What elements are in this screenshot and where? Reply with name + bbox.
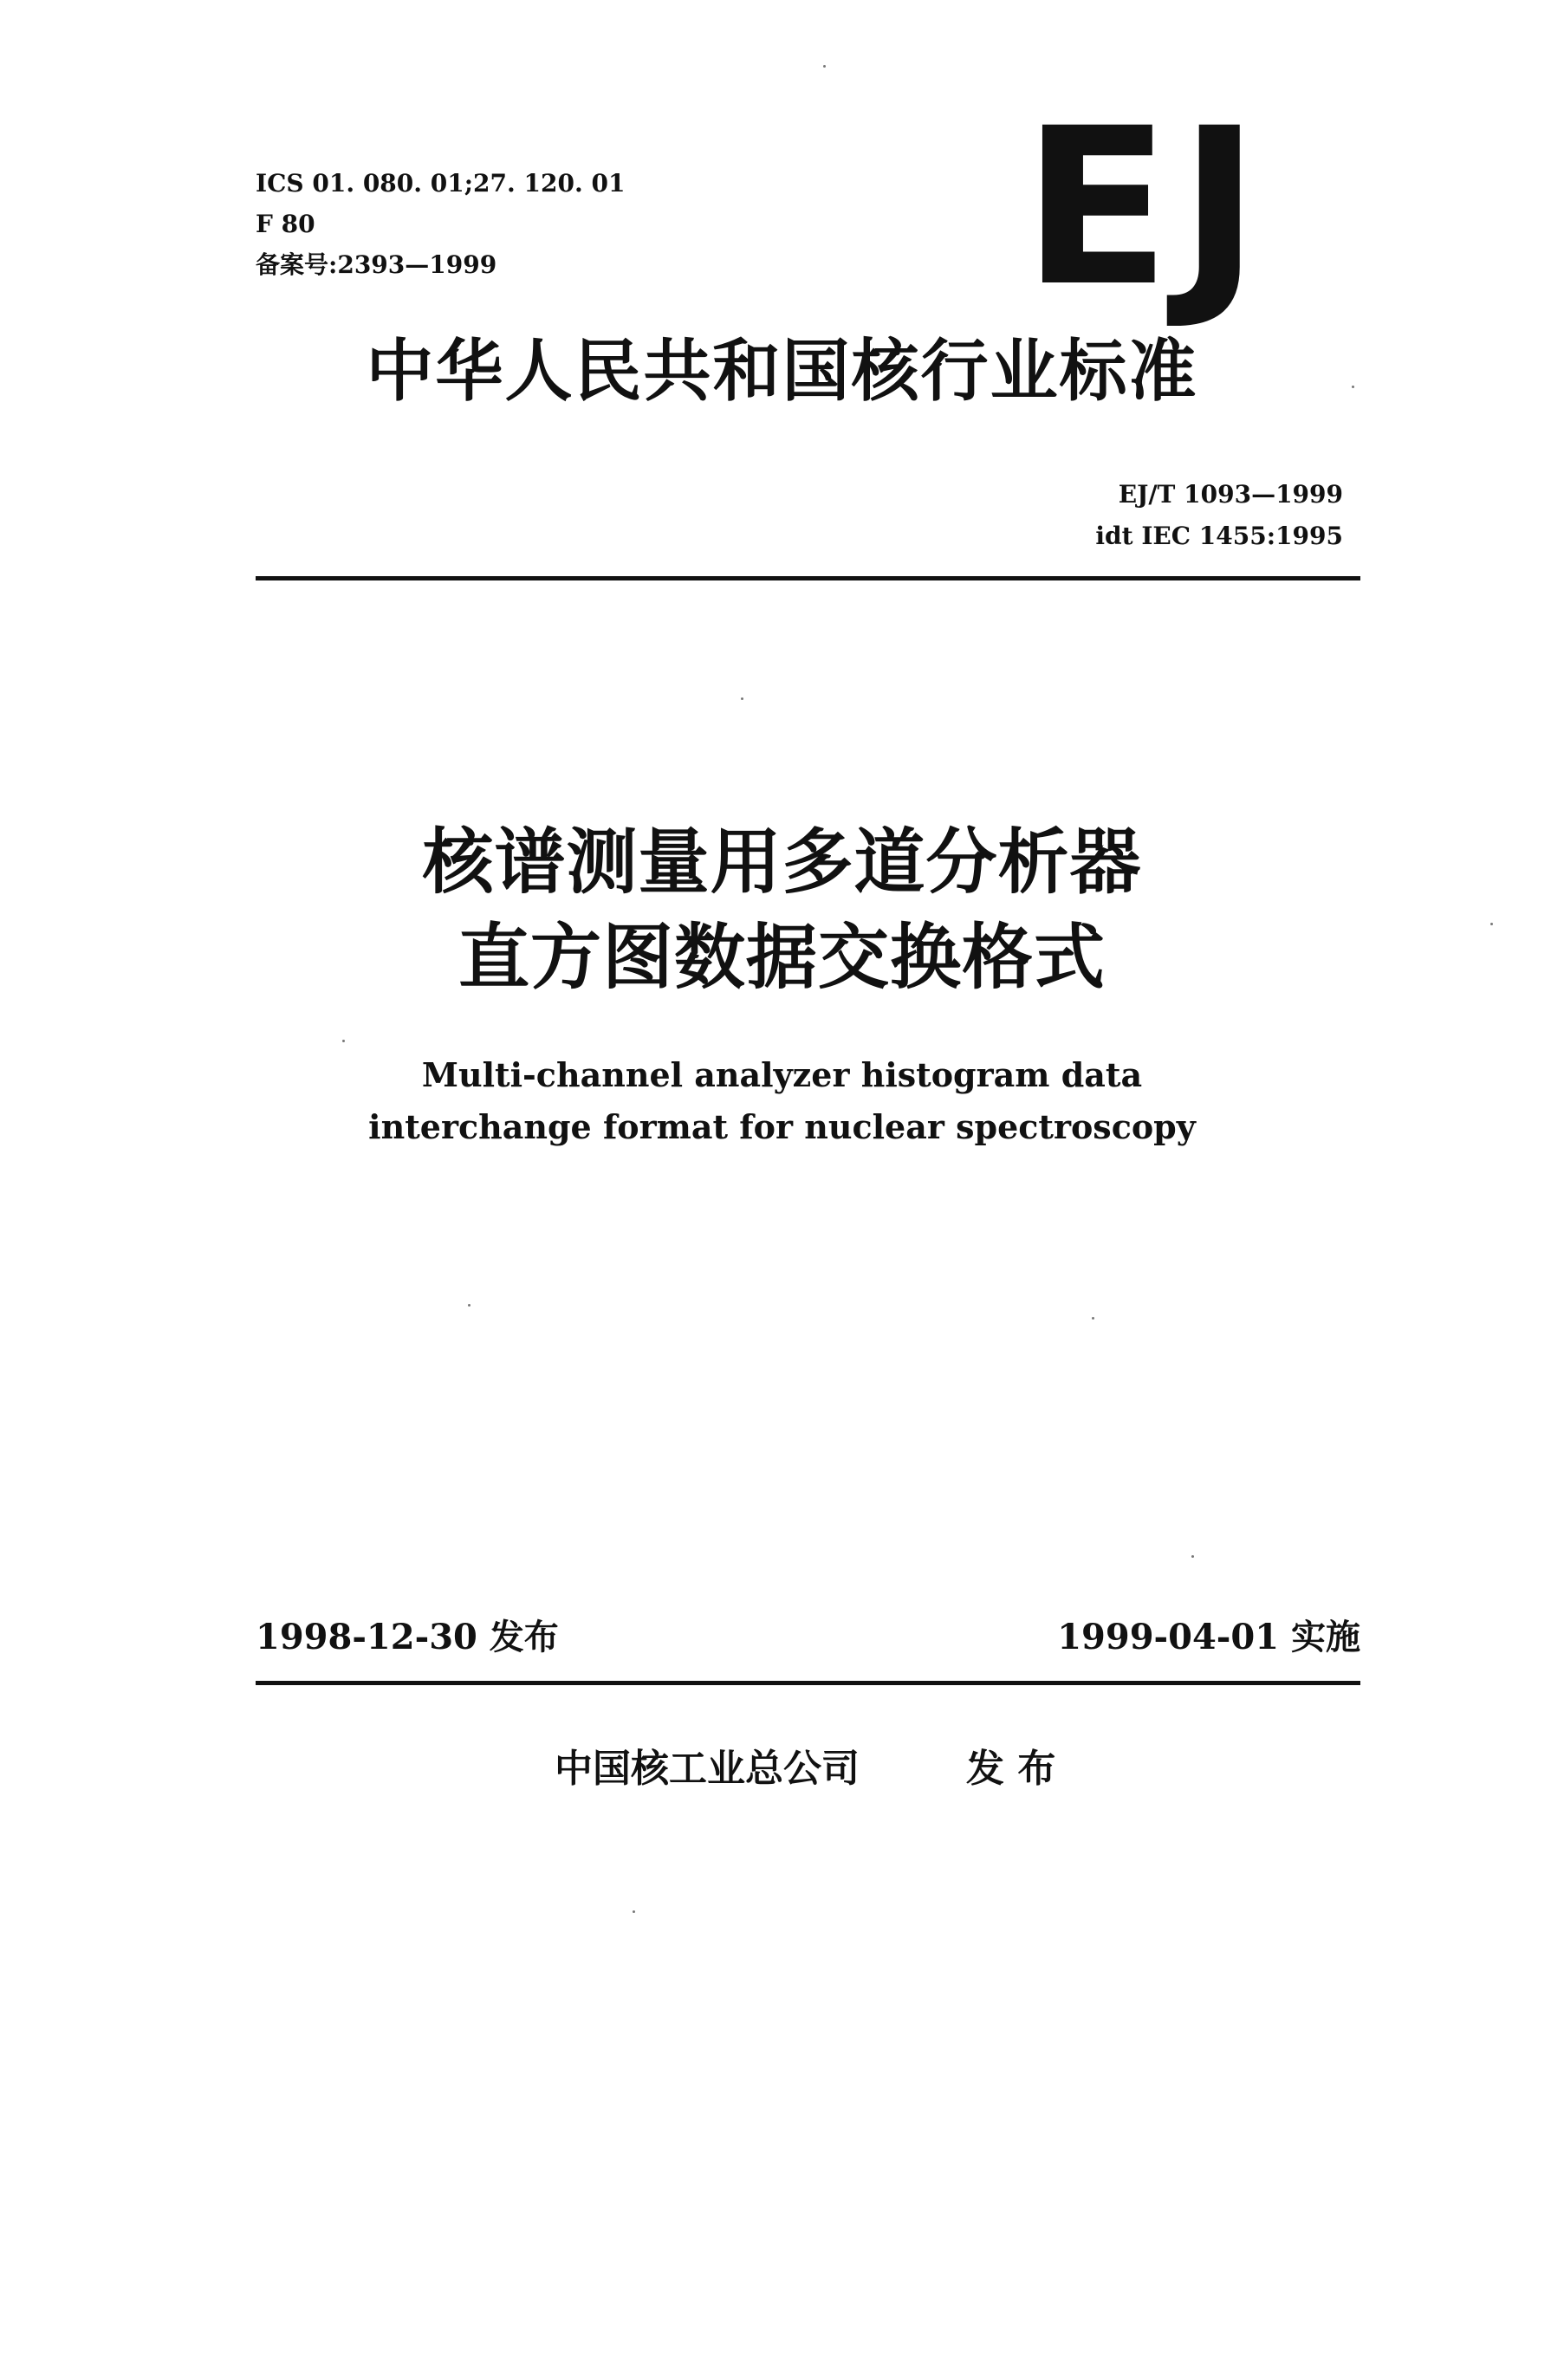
ics-code: ICS 01. 080. 01;27. 120. 01 [256,169,626,198]
scan-speck [342,1040,345,1042]
title-cn-line-1: 核谱测量用多道分析器 [422,821,1142,904]
scan-speck [633,1910,635,1913]
standard-equivalence: idt IEC 1455:1995 [1095,522,1343,550]
scan-speck [741,697,743,700]
standard-number: EJ/T 1093—1999 [1118,480,1343,509]
standard-category: 中华人民共和国核行业标准 [366,333,1198,411]
effective-date: 1999-04-01 实施 [1057,1617,1360,1657]
bottom-rule [256,1681,1360,1685]
record-number: 备案号:2393—1999 [256,250,497,279]
title-en-line-1: Multi-channel analyzer histogram data [421,1055,1143,1094]
scan-speck [468,1304,470,1307]
publisher-name: 中国核工业总公司 [555,1747,860,1791]
scan-speck [823,65,826,68]
title-en-line-2: interchange format for nuclear spectroscopy [368,1107,1196,1146]
ccs-code: F 80 [256,210,315,238]
top-rule [256,576,1360,580]
title-cn-line-2: 直方图数据交换格式 [458,917,1106,999]
publisher-action: 发 布 [966,1747,1056,1791]
scan-speck [1191,1555,1194,1558]
scan-speck [1490,923,1493,925]
scan-speck [1092,1317,1094,1320]
ej-logo: EJ [1022,81,1269,334]
scan-speck [1352,386,1354,388]
issue-date: 1998-12-30 发布 [256,1617,559,1657]
